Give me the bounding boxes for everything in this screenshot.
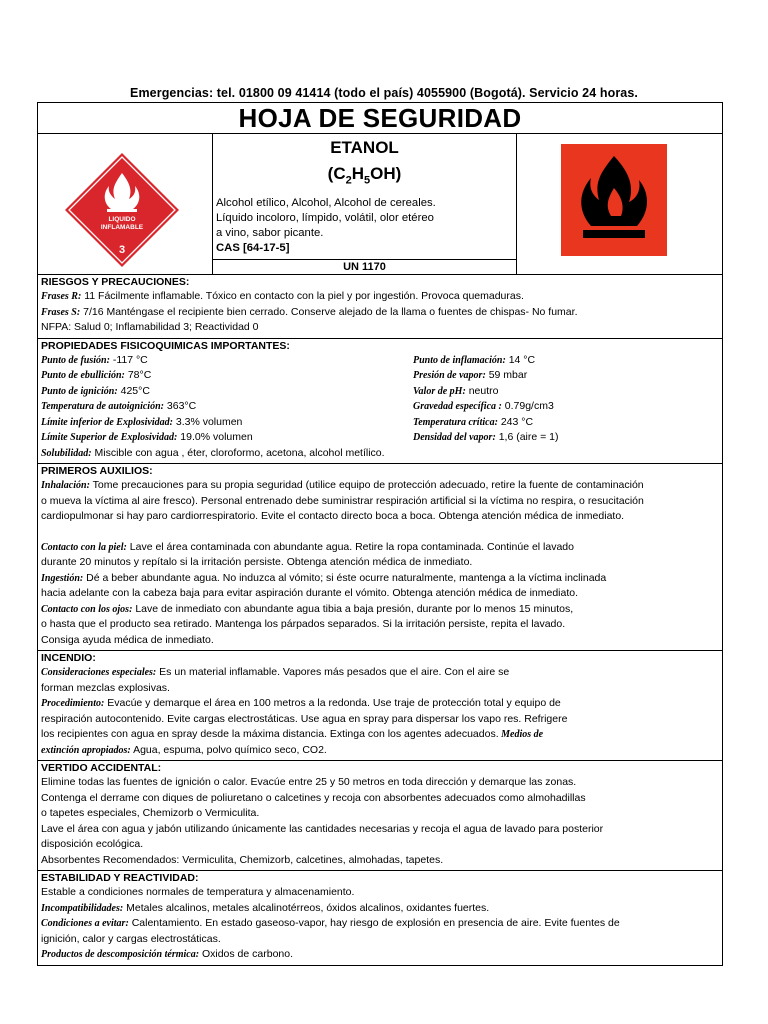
product-info <box>213 134 517 274</box>
section-heading: RIESGOS Y PRECAUCIONES: <box>41 276 190 288</box>
cas-number: CAS [64-17-5] <box>216 242 290 254</box>
product-name: ETANOL <box>330 138 399 157</box>
section-heading: ESTABILIDAD Y REACTIVIDAD: <box>41 872 199 884</box>
product-description: Alcohol etílico, Alcohol, Alcohol de cereales. Líquido incoloro, límpido, volátil, olor etéreo a vino, sabor picante. CAS [64-17-5] <box>216 196 511 256</box>
un-number: UN 1170 <box>213 259 516 274</box>
diamond-label-1: LIQUIDO <box>108 216 136 223</box>
product-header <box>38 134 722 275</box>
section-heading: PRIMEROS AUXILIOS: <box>41 465 153 477</box>
solubility: Solubilidad: Miscible con agua , éter, cloroformo, acetona, alcohol metílico. <box>41 446 385 459</box>
emergency-line: Emergencias: tel. 01800 09 41414 (todo el país) 4055900 (Bogotá). Servicio 24 horas. <box>130 86 638 100</box>
flammable-liquid-diamond <box>63 151 181 269</box>
section-propiedades <box>38 339 722 465</box>
section-heading: INCENDIO: <box>41 652 96 664</box>
section-incendio: INCENDIO: Consideraciones especiales: Es un material inflamable. Vapores más pesados que el aire. Con el aire se forman mezclas explosivas. Procedimiento: Evacúe y demarque el área en 100 metros a la redonda. Use traje de protección total y equipo de respiración autocontenido. Evite cargas electrostáticas. Use agua en spray para dispersar los vapo res. Refrigere los recipientes con agua en spray desde la máxima distancia. Extinga con los agentes adecuados. Medios de extinción apropiados: Agua, espuma, polvo químico seco, CO2. <box>38 651 722 761</box>
hazard-diamond-cell <box>38 134 213 274</box>
section-vertido: VERTIDO ACCIDENTAL: Elimine todas las fuentes de ignición o calor. Evacúe entre 25 y 50 metros en toda dirección y demarque las zonas. Contenga el derrame con diques de poliuretano o calcetines y recoja con absorbentes adecuados como almohadillas o tapetes especiales, Chemizorb o Vermiculita. Lave el área con agua y jabón utilizando únicamente las cantidades necesarias y recoja el agua de lavado para posterior disposición ecológica. Absorbentes Recomendados: Vermiculita, Chemizorb, calcetines, almohadas, tapetes. <box>38 761 722 871</box>
flammable-symbol <box>561 144 667 256</box>
nfpa-rating: NFPA: Salud 0; Inflamabilidad 3; Reactividad 0 <box>41 321 259 333</box>
section-riesgos: RIESGOS Y PRECAUCIONES: Frases R: 11 Fácilmente inflamable. Tóxico en contacto con la piel y por ingestión. Provoca quemaduras. Frases S: 7/16 Manténgase el recipiente bien cerrado. Conserve alejado de la llama o fuentes de chispas- No fumar. NFPA: Salud 0; Inflamabilidad 3; Reactividad 0 <box>38 275 722 339</box>
product-formula: $(C_2H_5OH)$ <box>327 164 402 187</box>
section-heading: PROPIEDADES FISICOQUIMICAS IMPORTANTES: <box>41 339 290 352</box>
section-estabilidad: ESTABILIDAD Y REACTIVIDAD: Estable a condiciones normales de temperatura y almacenamiento. Incompatibilidades: Metales alcalinos, metales alcalinotérreos, óxidos alcalinos, oxidantes fuertes. Condiciones a evitar: Calentamiento. En estado gaseoso-vapor, hay riesgo de explosión en presencia de aire. Evite fuentes de ignición, calor y cargas electrostáticas. Productos de descomposición térmica: Oxidos de carbono. <box>38 871 722 965</box>
hazard-symbol-cell <box>517 134 722 274</box>
page-title: HOJA DE SEGURIDAD <box>38 103 722 134</box>
safety-sheet <box>37 102 723 966</box>
properties-left: Punto de fusión: -117 °C Punto de ebullición: 78°C Punto de ignición: 425°C Temperatura de autoignición: 363°C Límite inferior de Explosividad: 3.3% volumen Límite Superior de Explosividad: 19.0% volumen <box>41 353 253 443</box>
diamond-label-2: INFLAMABLE <box>100 224 144 231</box>
properties-right: Punto de inflamación: 14 °C Presión de vapor: 59 mbar Valor de pH: neutro Gravedad específica : 0.79g/cm3 Temperatura crítica: 243 °C Densidad del vapor: 1,6 (aire = 1) <box>413 353 559 443</box>
section-primeros-auxilios: PRIMEROS AUXILIOS: Inhalación: Tome precauciones para su propia seguridad (utilice equipo de protección adecuado, retire la fuente de contaminación o mueva la víctima al aire fresco). Personal entrenado debe suministrar respiración artificial si la víctima no respira, o resucitación cardiopulmonar si hay paro cardiorrespiratorio. Evite el contacto directo boca a boca. Obtenga atención médica de inmediato. Contacto con la piel: Lave el área contaminada con abundante agua. Retire la ropa contaminada. Continúe el lavado durante 20 minutos y repítalo si la irritación persiste. Obtenga atención médica de inmediato. Ingestión: Dé a beber abundante agua. No induzca al vómito; si éste ocurre naturalmente, mantenga a la víctima inclinada hacia adelante con la cabeza baja para evitar aspiración durante el vómito. Obtenga atención médica de inmediato. Contacto con los ojos: Lave de inmediato con abundante agua tibia a baja presión, durante por lo menos 15 minutos, o hasta que el producto sea retirado. Mantenga los párpados separados. Si la irritación persiste, repita el lavado. Consiga ayuda médica de inmediato. <box>38 464 722 651</box>
section-heading: VERTIDO ACCIDENTAL: <box>41 762 162 774</box>
diamond-class-number: 3 <box>118 244 126 256</box>
